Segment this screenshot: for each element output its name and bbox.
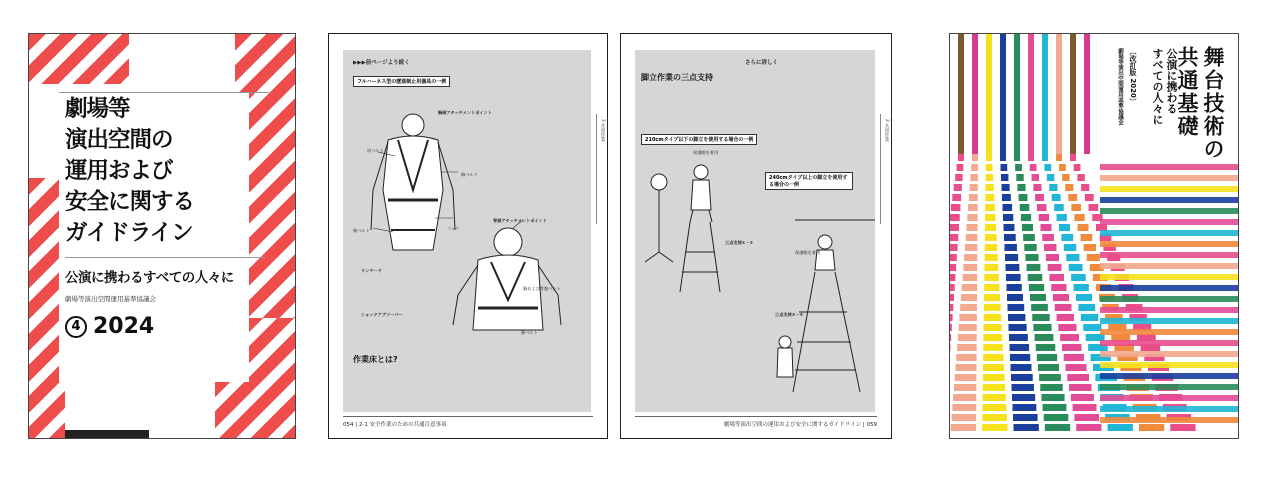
label-helmet: 保護帽を着用 bbox=[693, 150, 719, 155]
color-dash bbox=[1030, 164, 1037, 171]
color-band bbox=[1100, 175, 1239, 181]
color-dash bbox=[1073, 404, 1097, 411]
color-dash bbox=[1066, 254, 1079, 261]
color-dash bbox=[1000, 154, 1006, 161]
color-dash bbox=[1036, 344, 1056, 351]
color-dash bbox=[984, 314, 1001, 321]
color-dash bbox=[1041, 224, 1052, 231]
color-band bbox=[1100, 318, 1239, 324]
color-dash bbox=[1076, 294, 1092, 301]
side-rule bbox=[880, 114, 881, 224]
side-label: 2 共同作業 bbox=[600, 119, 605, 142]
color-dash bbox=[986, 164, 993, 171]
color-dash bbox=[1039, 214, 1049, 221]
color-dash bbox=[950, 244, 958, 251]
color-dash bbox=[984, 304, 1001, 311]
color-dash bbox=[1056, 154, 1062, 161]
color-dash bbox=[1074, 214, 1084, 221]
color-dash bbox=[986, 154, 992, 161]
cover-title-line: 安全に関する bbox=[65, 189, 195, 215]
color-dash bbox=[1024, 244, 1036, 251]
color-dash bbox=[1014, 154, 1020, 161]
figure-title-tall: 240cmタイプ以上の脚立を使用する場合の一例 bbox=[765, 172, 853, 190]
label-thigh-belt: 腿ベルト bbox=[521, 330, 538, 335]
cover-title-line: 演出空間の bbox=[65, 127, 173, 153]
color-dash bbox=[1083, 324, 1101, 331]
color-dash bbox=[1002, 194, 1011, 201]
color-dash bbox=[1009, 334, 1028, 341]
color-dash bbox=[960, 304, 977, 311]
color-dash bbox=[985, 204, 995, 211]
color-dash bbox=[1059, 224, 1070, 231]
label-chest-belt: 胸ベルト bbox=[461, 172, 478, 177]
color-stripe bbox=[1028, 34, 1034, 154]
label-three-point: 三点支持③・④ bbox=[775, 312, 804, 317]
color-dash bbox=[1059, 164, 1066, 171]
red-stripes bbox=[29, 34, 129, 84]
side-label: 2 共同作業 bbox=[884, 119, 889, 142]
stage-technology-cover[interactable] bbox=[949, 33, 1239, 439]
label-waist-belt: 胴および骨盤ベルト bbox=[523, 286, 561, 291]
color-dash bbox=[1074, 164, 1081, 171]
color-dash bbox=[983, 374, 1005, 381]
color-dash bbox=[950, 214, 960, 221]
color-dash bbox=[954, 184, 962, 191]
color-dash bbox=[970, 174, 977, 181]
label-shoulder-belt: 肩ベルト bbox=[367, 148, 384, 153]
cover-title bbox=[1174, 46, 1226, 161]
color-dash bbox=[1055, 304, 1072, 311]
color-dash bbox=[1007, 284, 1022, 291]
color-band bbox=[1100, 219, 1239, 225]
color-dash bbox=[1046, 254, 1059, 261]
color-band bbox=[1100, 252, 1239, 258]
color-dash bbox=[984, 274, 999, 281]
color-dash bbox=[1084, 244, 1096, 251]
color-band bbox=[1100, 417, 1239, 423]
color-dash bbox=[1038, 364, 1059, 371]
color-dash bbox=[972, 154, 978, 161]
color-dash bbox=[1008, 314, 1025, 321]
color-dash bbox=[967, 214, 977, 221]
color-dash bbox=[958, 154, 964, 161]
color-band bbox=[1100, 362, 1239, 368]
color-dash bbox=[1081, 184, 1089, 191]
color-dash bbox=[1137, 334, 1156, 341]
color-dash bbox=[1028, 274, 1043, 281]
color-dash bbox=[1068, 194, 1077, 201]
color-dash bbox=[1087, 254, 1100, 261]
color-dash bbox=[1010, 344, 1030, 351]
color-dash bbox=[1033, 324, 1051, 331]
color-dash bbox=[1053, 294, 1069, 301]
color-dash bbox=[982, 414, 1007, 421]
color-dash bbox=[1017, 184, 1025, 191]
color-dash bbox=[950, 274, 955, 281]
color-dash bbox=[1048, 264, 1062, 271]
color-dash bbox=[1074, 414, 1099, 421]
page-content bbox=[635, 50, 875, 412]
color-dash bbox=[1062, 344, 1082, 351]
color-dash bbox=[970, 184, 978, 191]
color-dash bbox=[1028, 154, 1034, 161]
color-dash bbox=[1012, 384, 1034, 391]
color-dash bbox=[969, 194, 978, 201]
color-dash bbox=[1081, 314, 1098, 321]
color-dash bbox=[958, 334, 977, 341]
color-dash bbox=[1035, 194, 1044, 201]
color-dash bbox=[1019, 194, 1028, 201]
color-dash bbox=[1057, 214, 1067, 221]
label-shock-absorber: ショックアブソーバー bbox=[361, 312, 403, 317]
color-dash bbox=[1002, 184, 1010, 191]
color-band bbox=[1100, 351, 1239, 357]
color-dash bbox=[1023, 234, 1035, 241]
color-dash bbox=[957, 164, 964, 171]
harness-illustration bbox=[343, 80, 593, 340]
color-dash bbox=[983, 394, 1006, 401]
color-dash bbox=[1030, 294, 1046, 301]
color-dash bbox=[964, 254, 977, 261]
bottom-bar bbox=[65, 430, 149, 438]
color-dash bbox=[1049, 184, 1057, 191]
color-dash bbox=[1066, 364, 1087, 371]
color-band bbox=[1100, 164, 1239, 170]
color-band bbox=[1100, 186, 1239, 192]
color-dash bbox=[950, 314, 953, 321]
color-dash bbox=[951, 204, 961, 211]
edition-badge: 4 bbox=[65, 316, 87, 338]
color-stripe bbox=[1056, 34, 1062, 154]
side-rule bbox=[596, 114, 597, 224]
cover-title-line: ガイドライン bbox=[65, 220, 193, 246]
color-dash bbox=[963, 264, 977, 271]
color-dash bbox=[1065, 184, 1073, 191]
figure-title: 210cmタイプ以下の脚立を使用する場合の一例 bbox=[641, 134, 757, 145]
color-dash bbox=[952, 194, 961, 201]
color-band bbox=[1100, 274, 1239, 280]
color-dash bbox=[955, 374, 977, 381]
color-band bbox=[1100, 384, 1239, 390]
color-dash bbox=[1008, 304, 1025, 311]
figure-title: フルハーネス型の墜落制止用器具の一例 bbox=[353, 76, 450, 87]
color-dash bbox=[965, 244, 977, 251]
color-dash bbox=[1074, 284, 1089, 291]
color-dash bbox=[982, 424, 1007, 431]
color-dash bbox=[1013, 404, 1037, 411]
color-band bbox=[1100, 395, 1239, 401]
publisher-name: 劇場等演出空間運用基準協議会 bbox=[1117, 48, 1123, 125]
color-dash bbox=[986, 184, 994, 191]
harness-page[interactable] bbox=[328, 33, 608, 439]
color-dash bbox=[983, 384, 1005, 391]
label-helmet: 保護帽を着用 bbox=[795, 250, 821, 255]
cover-subtitle-line: 公演に携わる bbox=[1165, 48, 1178, 114]
color-dash bbox=[1041, 394, 1064, 401]
color-dash bbox=[984, 294, 1000, 301]
color-dash bbox=[1029, 284, 1044, 291]
color-dash bbox=[983, 354, 1003, 361]
color-dash bbox=[1076, 424, 1101, 431]
color-dash bbox=[971, 164, 978, 171]
cover-title-line: 運用および bbox=[65, 158, 173, 184]
color-dash bbox=[1070, 154, 1076, 161]
color-dash bbox=[1044, 414, 1069, 421]
color-dash bbox=[1015, 164, 1022, 171]
color-dash bbox=[984, 264, 998, 271]
color-dash bbox=[1040, 384, 1062, 391]
color-dash bbox=[1031, 304, 1048, 311]
color-dash bbox=[1096, 224, 1107, 231]
color-dash bbox=[1011, 374, 1033, 381]
color-dash bbox=[1037, 204, 1047, 211]
color-dash bbox=[1071, 394, 1094, 401]
color-dash bbox=[957, 344, 977, 351]
color-dash bbox=[950, 234, 958, 241]
color-dash bbox=[961, 294, 977, 301]
color-dash bbox=[1071, 274, 1086, 281]
color-dash bbox=[955, 174, 962, 181]
color-dash bbox=[1077, 174, 1084, 181]
color-dash bbox=[1006, 264, 1020, 271]
cover-title bbox=[65, 94, 265, 249]
color-dash bbox=[950, 284, 955, 291]
color-band bbox=[1100, 373, 1239, 379]
cover-title-line: 共通基礎 bbox=[1175, 46, 1199, 138]
edition-year bbox=[65, 314, 154, 339]
color-band bbox=[1100, 340, 1239, 346]
section-title: 作業床とは? bbox=[353, 355, 398, 364]
color-band bbox=[1100, 241, 1239, 247]
color-dash bbox=[1057, 314, 1074, 321]
color-dash bbox=[1033, 184, 1041, 191]
color-stripe bbox=[986, 34, 992, 154]
color-dash bbox=[1025, 254, 1038, 261]
color-dash bbox=[959, 324, 977, 331]
guideline-cover[interactable] bbox=[28, 33, 296, 439]
color-dash bbox=[1005, 244, 1017, 251]
color-dash bbox=[1089, 204, 1099, 211]
color-dash bbox=[1014, 424, 1039, 431]
color-dash bbox=[985, 234, 997, 241]
color-dash bbox=[1049, 274, 1064, 281]
color-dash bbox=[1054, 204, 1064, 211]
color-dash bbox=[1007, 294, 1023, 301]
color-stripe bbox=[958, 34, 964, 154]
color-dash bbox=[953, 394, 976, 401]
color-dash bbox=[1001, 174, 1008, 181]
color-dash bbox=[950, 294, 954, 301]
color-dash bbox=[1078, 224, 1089, 231]
color-dash bbox=[1045, 424, 1070, 431]
color-dash bbox=[1005, 254, 1018, 261]
color-dash bbox=[951, 424, 976, 431]
color-band bbox=[1100, 285, 1239, 291]
color-dash bbox=[966, 234, 978, 241]
color-stripe bbox=[1000, 34, 1006, 154]
color-dash bbox=[1086, 334, 1105, 341]
color-dash bbox=[1001, 164, 1008, 171]
color-dash bbox=[954, 384, 976, 391]
color-dash bbox=[950, 304, 953, 311]
color-dash bbox=[1060, 334, 1079, 341]
color-stripe bbox=[972, 34, 978, 154]
label-leg-belt: 腿ベルト bbox=[353, 228, 370, 233]
color-dash bbox=[1003, 214, 1013, 221]
color-dash bbox=[1037, 354, 1057, 361]
color-dash bbox=[1013, 414, 1038, 421]
color-dash bbox=[1003, 204, 1013, 211]
color-dash bbox=[985, 244, 997, 251]
color-dash bbox=[950, 254, 957, 261]
color-dash bbox=[1016, 174, 1023, 181]
cover-subtitle: 公演に携わるすべての人々に bbox=[65, 270, 234, 286]
section-title: 脚立作業の三点支持 bbox=[641, 73, 713, 82]
color-dash bbox=[1010, 354, 1030, 361]
color-dash bbox=[1047, 174, 1054, 181]
color-dash bbox=[983, 334, 1002, 341]
color-dash bbox=[1027, 264, 1041, 271]
color-dash bbox=[1020, 204, 1030, 211]
color-dash bbox=[983, 344, 1003, 351]
color-dash bbox=[1022, 224, 1033, 231]
color-dash bbox=[1021, 214, 1031, 221]
page-header: ▶▶▶前ページより続く bbox=[353, 60, 410, 66]
color-dash bbox=[1085, 194, 1094, 201]
publisher-name: 劇場等演出空間運用基準協議会 bbox=[65, 295, 156, 303]
color-band bbox=[1100, 307, 1239, 313]
color-dash bbox=[1012, 394, 1035, 401]
color-dash bbox=[985, 214, 995, 221]
color-dash bbox=[1139, 424, 1164, 431]
color-dash bbox=[1069, 384, 1091, 391]
color-stripe bbox=[1070, 34, 1076, 154]
color-stripe bbox=[1014, 34, 1020, 154]
color-dash bbox=[1078, 304, 1095, 311]
color-dash bbox=[1011, 364, 1032, 371]
color-band bbox=[1100, 296, 1239, 302]
color-dash bbox=[984, 324, 1002, 331]
color-dash bbox=[1042, 234, 1054, 241]
color-dash bbox=[1064, 354, 1084, 361]
color-dash bbox=[1062, 174, 1069, 181]
color-stripe bbox=[1084, 34, 1090, 154]
color-dash bbox=[986, 174, 993, 181]
color-dash bbox=[1051, 284, 1066, 291]
color-dash bbox=[1108, 424, 1133, 431]
color-dash bbox=[1058, 324, 1076, 331]
color-dash bbox=[956, 364, 977, 371]
color-band bbox=[1100, 208, 1239, 214]
color-dash bbox=[950, 264, 956, 271]
color-dash bbox=[1044, 244, 1056, 251]
color-dash bbox=[1111, 334, 1130, 341]
color-dash bbox=[985, 224, 996, 231]
color-dash bbox=[950, 324, 952, 331]
color-dash bbox=[950, 224, 959, 231]
cover-title-line: 劇場等 bbox=[65, 96, 130, 122]
color-dash bbox=[1006, 274, 1021, 281]
color-dash bbox=[985, 254, 998, 261]
color-dash bbox=[1039, 374, 1061, 381]
color-dash bbox=[982, 404, 1006, 411]
color-dash bbox=[963, 274, 978, 281]
ladder-page[interactable] bbox=[620, 33, 892, 439]
color-dash bbox=[983, 364, 1004, 371]
color-dash bbox=[962, 284, 977, 291]
color-stripe bbox=[1042, 34, 1048, 154]
color-dash bbox=[1035, 334, 1054, 341]
color-dash bbox=[1042, 154, 1048, 161]
color-dash bbox=[956, 354, 976, 361]
color-dash bbox=[984, 284, 999, 291]
callout-back-attachment: 背部アタッチメントポイント bbox=[493, 218, 547, 223]
label-lanyard: ランヤード bbox=[361, 268, 382, 273]
color-dash bbox=[1067, 374, 1089, 381]
color-dash bbox=[1170, 424, 1195, 431]
color-dash bbox=[952, 414, 977, 421]
color-dash bbox=[985, 194, 994, 201]
color-dash bbox=[1069, 264, 1083, 271]
color-dash bbox=[1004, 234, 1016, 241]
color-dash bbox=[1009, 324, 1027, 331]
color-dash bbox=[1064, 244, 1076, 251]
color-dash bbox=[1081, 234, 1093, 241]
color-dash bbox=[1044, 164, 1051, 171]
color-dash bbox=[1061, 234, 1073, 241]
cover-subtitle-line: すべての人々に bbox=[1151, 48, 1164, 125]
color-band bbox=[1100, 197, 1239, 203]
color-dash bbox=[1052, 194, 1061, 201]
color-dash bbox=[968, 204, 978, 211]
color-dash bbox=[950, 334, 951, 341]
year-label: 2024 bbox=[93, 314, 155, 339]
color-dash bbox=[959, 314, 976, 321]
cover-subtitle bbox=[1150, 48, 1178, 125]
page-footer: 劇場等演出空間の運用および安全に関するガイドライン | 059 bbox=[635, 416, 877, 428]
color-dash bbox=[1043, 404, 1067, 411]
color-dash bbox=[1032, 174, 1039, 181]
color-dash bbox=[967, 224, 978, 231]
page-footer: 054 | 2-1 安全作業のための共通注意事項 bbox=[343, 416, 593, 428]
color-band bbox=[1100, 406, 1239, 412]
color-band bbox=[1100, 263, 1239, 269]
divider bbox=[65, 257, 265, 258]
label-hook: フック bbox=[447, 226, 460, 231]
color-dash bbox=[1032, 314, 1049, 321]
callout-chest-attachment: 胸部アタッチメントポイント bbox=[438, 110, 492, 115]
page-header: さらに詳しく bbox=[745, 60, 779, 66]
color-band bbox=[1100, 329, 1239, 335]
cover-title-line: 舞台技術の bbox=[1201, 46, 1225, 161]
divider bbox=[59, 92, 269, 93]
page-content bbox=[343, 50, 591, 412]
color-dash bbox=[1004, 224, 1015, 231]
color-band bbox=[1100, 230, 1239, 236]
label-three-point: 三点支持①・② bbox=[725, 240, 754, 245]
color-dash bbox=[1071, 204, 1081, 211]
color-dash bbox=[952, 404, 976, 411]
edition-label: 〔改訂版 2020〕 bbox=[1129, 48, 1137, 105]
